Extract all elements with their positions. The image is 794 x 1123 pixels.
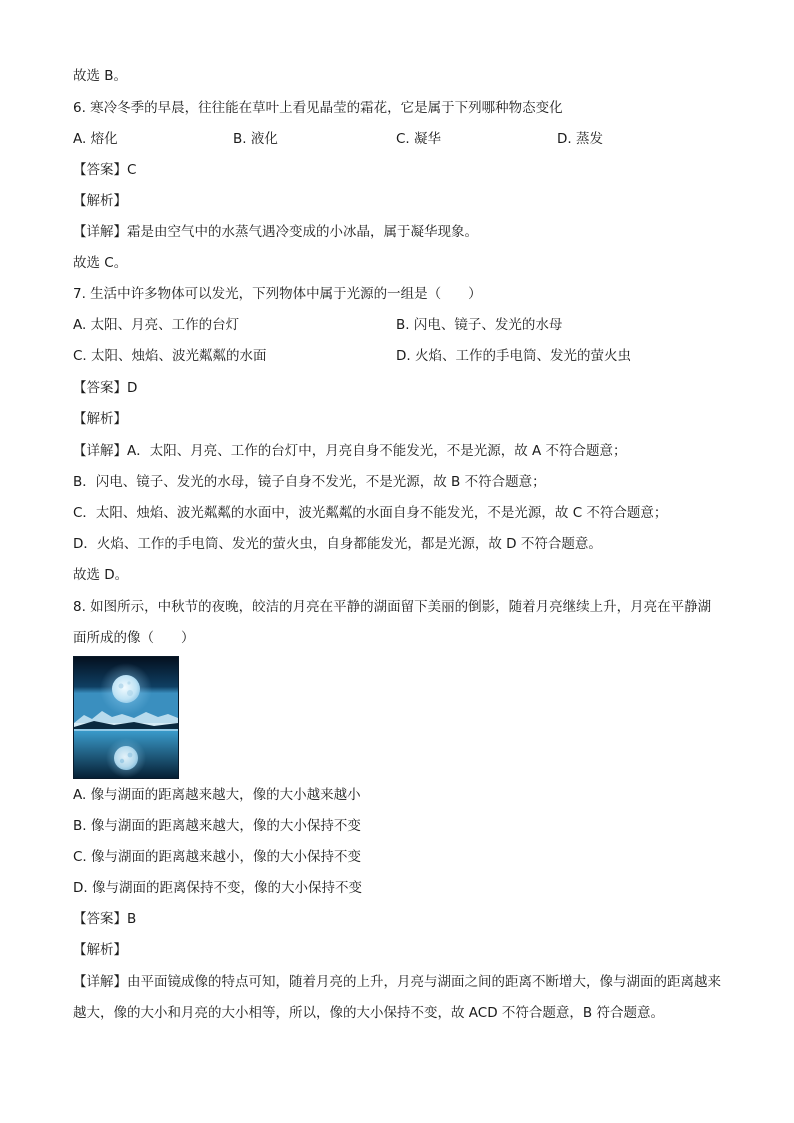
q7-option-d: D. 火焰、工作的手电筒、发光的萤火虫 (396, 348, 631, 364)
q6-option-b: B. 液化 (233, 131, 278, 147)
q8-option-a: A. 像与湖面的距离越来越大，像的大小越来越小 (73, 787, 361, 803)
q6-analysis: 【解析】 (73, 193, 127, 209)
q7-answer: 【答案】D (73, 380, 138, 396)
q6-option-c: C. 凝华 (396, 131, 442, 147)
q7-option-a: A. 太阳、月亮、工作的台灯 (73, 317, 240, 333)
q7-option-c: C. 太阳、烛焰、波光粼粼的水面 (73, 348, 267, 364)
q7-option-b: B. 闪电、镜子、发光的水母 (396, 317, 563, 333)
q6-conclusion: 故选 C。 (73, 255, 128, 271)
q7-stem: 7. 生活中许多物体可以发光，下列物体中属于光源的一组是（ ） (73, 286, 482, 302)
prev-conclusion: 故选 B。 (73, 68, 128, 84)
q8-option-b: B. 像与湖面的距离越来越大，像的大小保持不变 (73, 818, 361, 834)
q6-answer: 【答案】C (73, 162, 137, 178)
q7-conclusion: 故选 D。 (73, 567, 129, 583)
q7-detail-line: D．火焰、工作的手电筒、发光的萤火虫，自身都能发光，都是光源，故 D 不符合题意。 (73, 536, 602, 552)
q8-option-c: C. 像与湖面的距离越来越小，像的大小保持不变 (73, 849, 362, 865)
moon-reflection-photo (73, 656, 179, 779)
q7-detail-line: 【详解】A．太阳、月亮、工作的台灯中，月亮自身不能发光，不是光源，故 A 不符合题意； (73, 443, 627, 459)
q7-detail-line: C．太阳、烛焰、波光粼粼的水面中，波光粼粼的水面自身不能发光，不是光源，故 C 不符合题意； (73, 505, 668, 521)
q7-analysis: 【解析】 (73, 411, 127, 427)
q6-option-a: A. 熔化 (73, 131, 118, 147)
q8-option-d: D. 像与湖面的距离保持不变，像的大小保持不变 (73, 880, 362, 896)
q8-answer: 【答案】B (73, 911, 137, 927)
q8-detail: 【详解】由平面镜成像的特点可知，随着月亮的上升，月亮与湖面之间的距离不断增大，像与湖面的距离越来越大，像的大小和月亮的大小相等，所以，像的大小保持不变，故 ACD 不符合题意，B 符合题意。 (73, 974, 721, 1021)
q8-analysis: 【解析】 (73, 942, 127, 958)
q6-stem: 6. 寒冷冬季的早晨，往往能在草叶上看见晶莹的霜花，它是属于下列哪种物态变化 (73, 100, 563, 116)
q7-detail-line: B．闪电、镜子、发光的水母，镜子自身不发光，不是光源，故 B 不符合题意； (73, 474, 546, 490)
q6-detail: 【详解】霜是由空气中的水蒸气遇冷变成的小冰晶，属于凝华现象。 (73, 224, 478, 240)
q8-stem: 8. 如图所示，中秋节的夜晚，皎洁的月亮在平静的湖面留下美丽的倒影，随着月亮继续上升，月亮在平静湖面所成的像（ ） (73, 599, 712, 646)
q6-option-d: D. 蒸发 (557, 131, 603, 147)
